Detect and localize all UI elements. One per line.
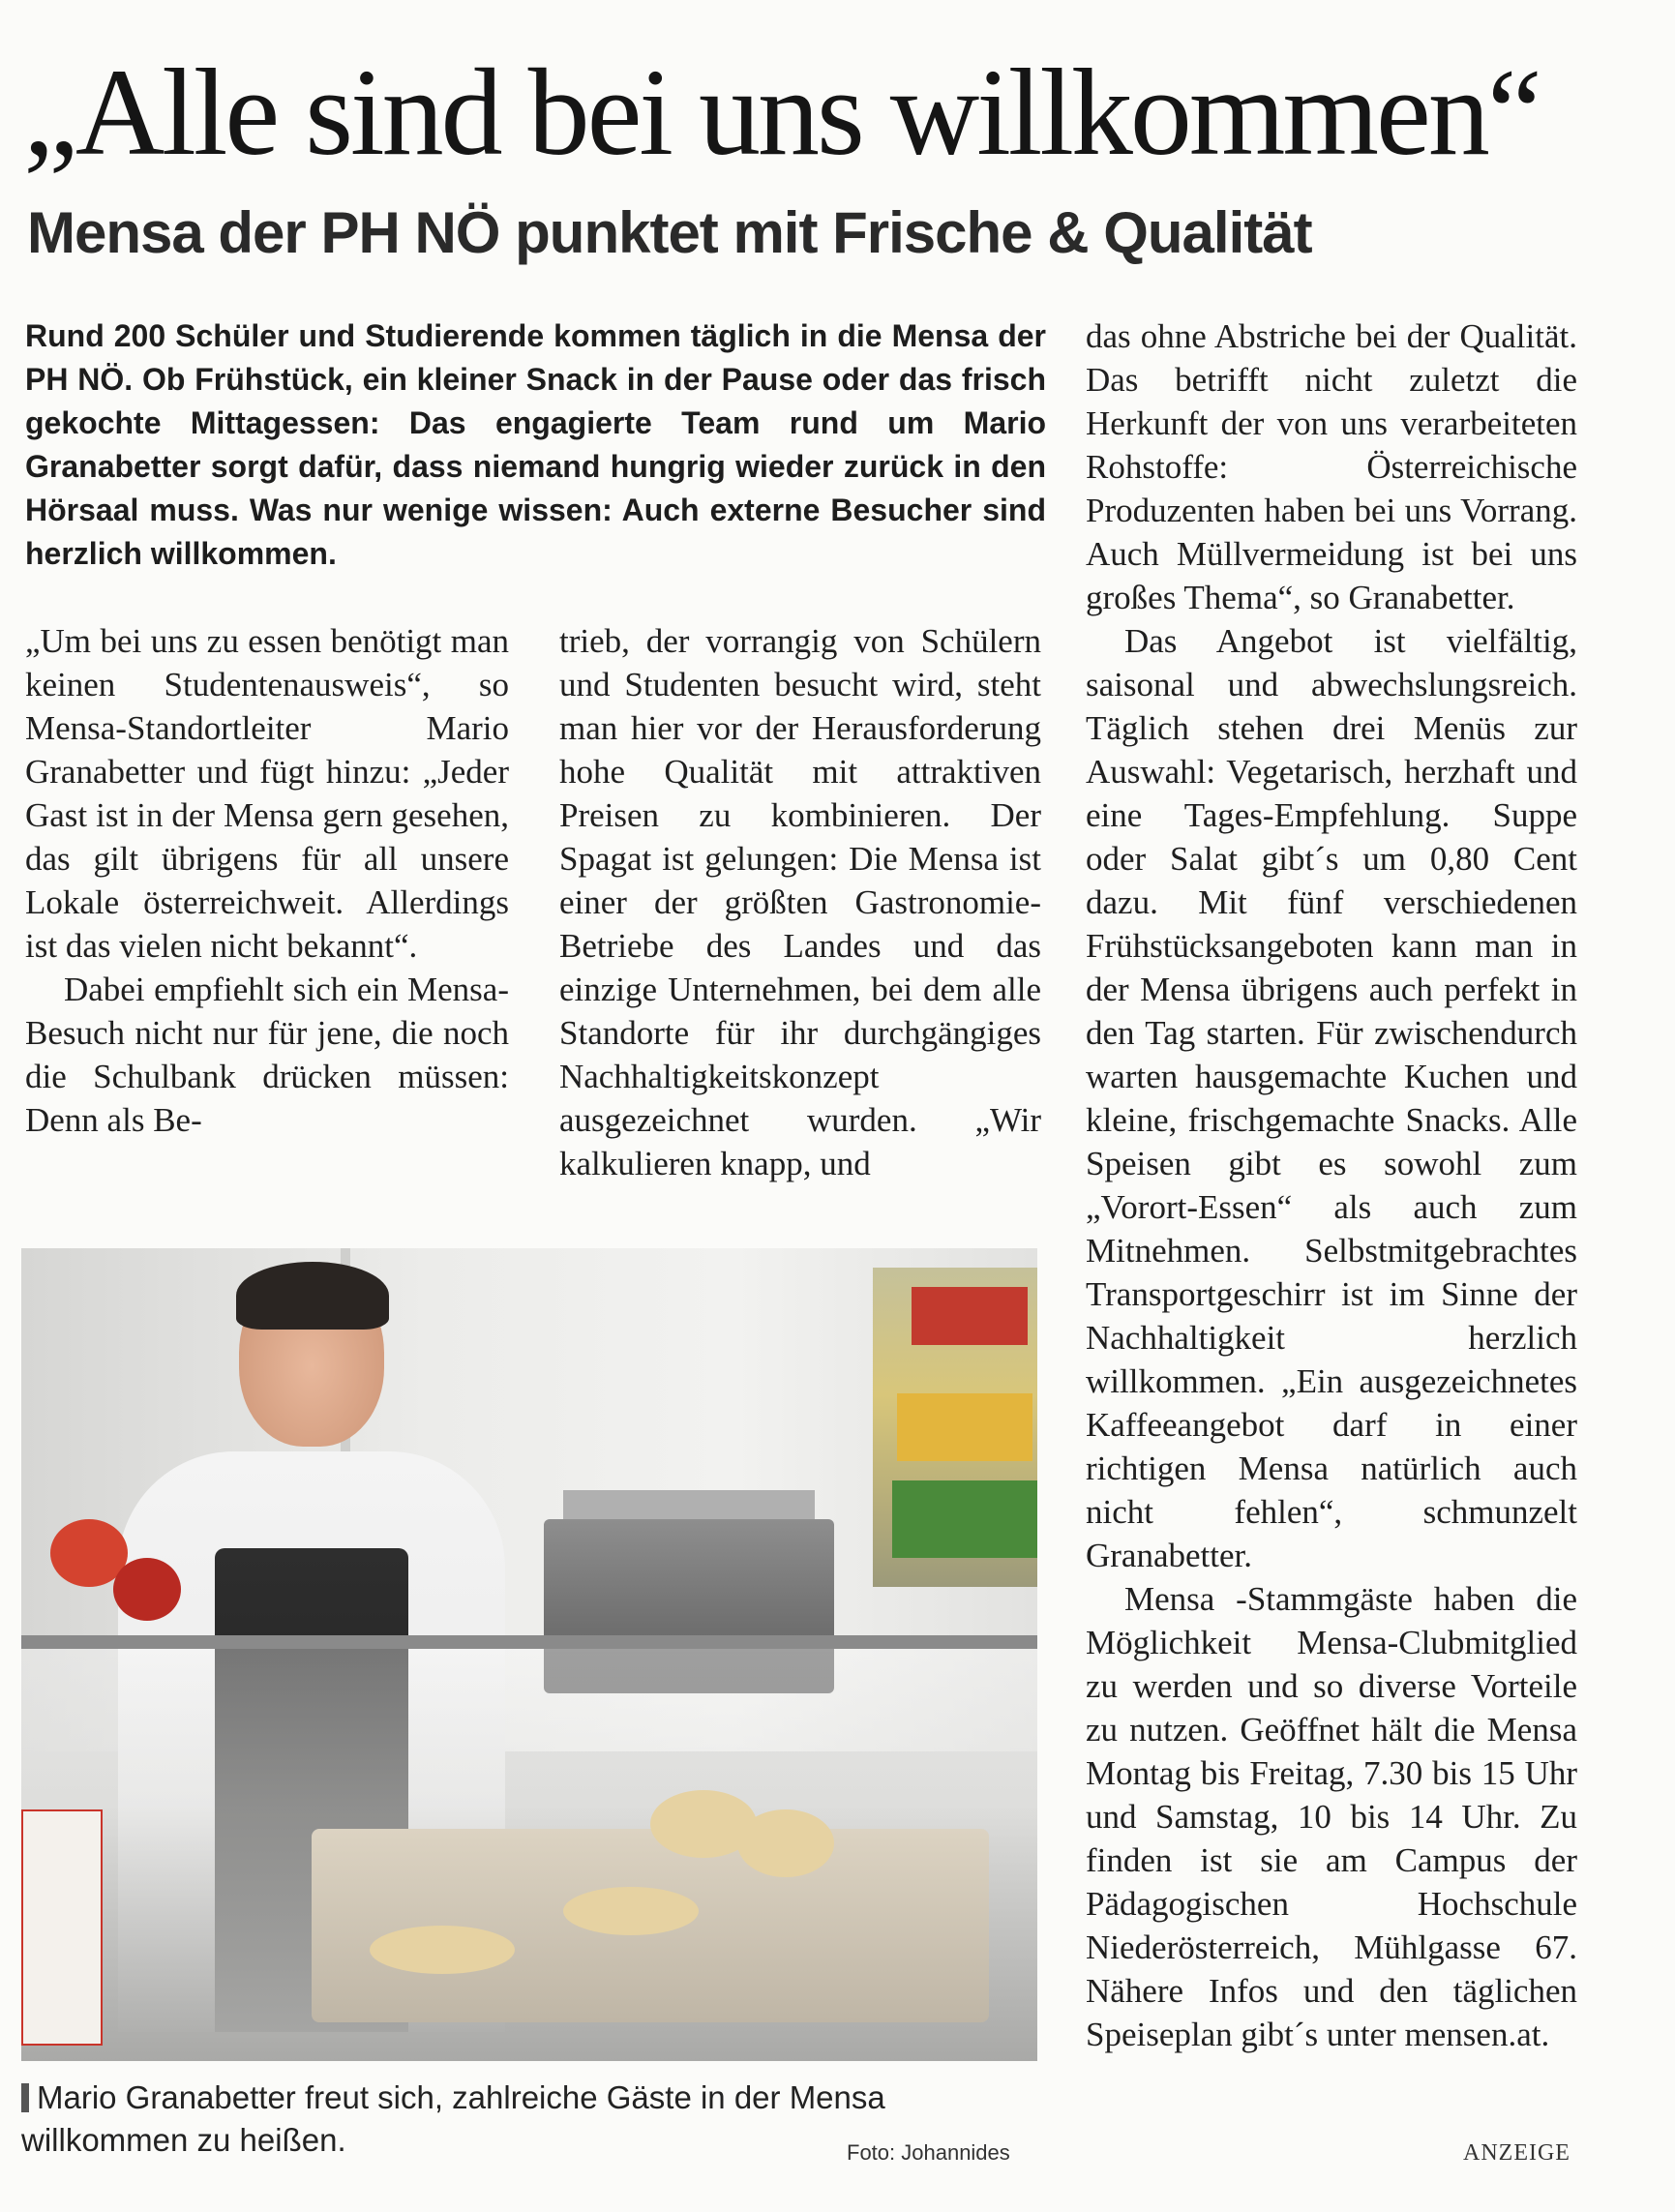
photo-person-hair xyxy=(236,1262,389,1330)
text-column-1 xyxy=(25,619,509,1142)
column3-paragraph-1: das ohne Abstriche bei der Qualität. Das betrifft nicht zuletzt die Herkunft der von uns verarbeiteten Rohstoffe: Österreichische Produzenten haben bei uns Vorrang. Auch Müllvermeidung ist bei uns großes Thema“, so Granabetter. xyxy=(1086,317,1577,616)
photo-pastry xyxy=(563,1887,699,1935)
column1-paragraph-2: Dabei empfiehlt sich ein Mensa-Besuch nicht nur für jene, die noch die Schulbank drücken müssen: Denn als Be- xyxy=(25,971,509,1139)
text-column-2 xyxy=(559,619,1041,1185)
photo-pastry xyxy=(737,1809,834,1877)
column1-paragraph-1: „Um bei uns zu essen benötigt man keinen Studentenausweis“, so Mensa-Standortleiter Mario Granabetter und fügt hinzu: „Jeder Gast ist in der Mensa gern gesehen, das gilt übrigens für all unsere Lokale österreichweit. Allerdings ist das vielen nicht bekannt“. xyxy=(25,622,509,965)
text-column-3 xyxy=(1086,314,1577,2056)
subheadline: Mensa der PH NÖ punktet mit Frische & Qualität xyxy=(27,200,1312,265)
photo-caption-text: Mario Granabetter freut sich, zahlreiche Gäste in der Mensa willkommen zu heißen. xyxy=(21,2079,885,2158)
column3-paragraph-3: Mensa -Stammgäste haben die Möglichkeit Mensa-Clubmitglied zu werden und so diverse Vorteile zu nutzen. Geöffnet hält die Mensa Montag bis Freitag, 7.30 bis 15 Uhr und Samstag, 10 bis 14 Uhr. Zu finden ist sie am Campus der Pädagogischen Hochschule Niederösterreich, Mühlgasse 67. Nähere Infos und den täglichen Speiseplan gibt´s unter mensen.at. xyxy=(1086,1580,1577,2053)
photo-pastry xyxy=(370,1926,515,1974)
photo-shelf-box xyxy=(892,1480,1037,1558)
photo-credit: Foto: Johannides xyxy=(847,2140,1010,2165)
photo-caption xyxy=(21,2077,989,2162)
headline: „Alle sind bei uns willkommen“ xyxy=(23,44,1540,181)
column2-paragraph-1: trieb, der vorrangig von Schülern und Studenten besucht wird, steht man hier vor der Herausforderung hohe Qualität mit attraktiven Preisen zu kombinieren. Der Spagat ist gelungen: Die Mensa ist einer der größten Gastronomie-Betriebe des Landes und das einzige Unternehmen, bei dem alle Standorte für ihr durchgängiges Nachhaltigkeitskonzept ausgezeichnet wurden. „Wir kalkulieren knapp, und xyxy=(559,622,1041,1182)
lead-paragraph: Rund 200 Schüler und Studierende kommen täglich in die Mensa der PH NÖ. Ob Frühstück, ein kleiner Snack in der Pause oder das frisch gekochte Mittagessen: Das engagierte Team rund um Mario Granabetter sorgt dafür, dass niemand hungrig wieder zurück in den Hörsaal muss. Was nur wenige wissen: Auch externe Besucher sind herzlich willkommen. xyxy=(25,318,1046,571)
photo-apple xyxy=(113,1558,181,1621)
caption-marker xyxy=(21,2083,29,2112)
advertisement-label: ANZEIGE xyxy=(1463,2140,1570,2166)
photo-counter-glass-edge xyxy=(21,1635,1037,1649)
photo-shelf-box xyxy=(897,1393,1032,1461)
article-photo xyxy=(21,1248,1037,2061)
column3-paragraph-2: Das Angebot ist vielfältig, saisonal und abwechslungsreich. Täglich stehen drei Menüs zur Auswahl: Vegetarisch, herzhaft und eine Tages-Empfehlung. Suppe oder Salat gibt´s um 0,80 Cent dazu. Mit fünf verschiedenen Frühstücksangeboten kann man in der Mensa übrigens auch perfekt in den Tag starten. Für zwischendurch warten hausgemachte Kuchen und kleine, frischgemachte Snacks. Alle Speisen gibt es sowohl zum „Vorort-Essen“ als auch zum Mitnehmen. Selbstmitgebrachtes Transportgeschirr ist im Sinne der Nachhaltigkeit herzlich willkommen. „Ein ausgezeichnetes Kaffeeangebot darf in einer richtigen Mensa natürlich auch nicht fehlen“, schmunzelt Granabetter. xyxy=(1086,622,1577,1574)
photo-price-sign xyxy=(21,1809,103,2046)
photo-shelf-box xyxy=(912,1287,1028,1345)
